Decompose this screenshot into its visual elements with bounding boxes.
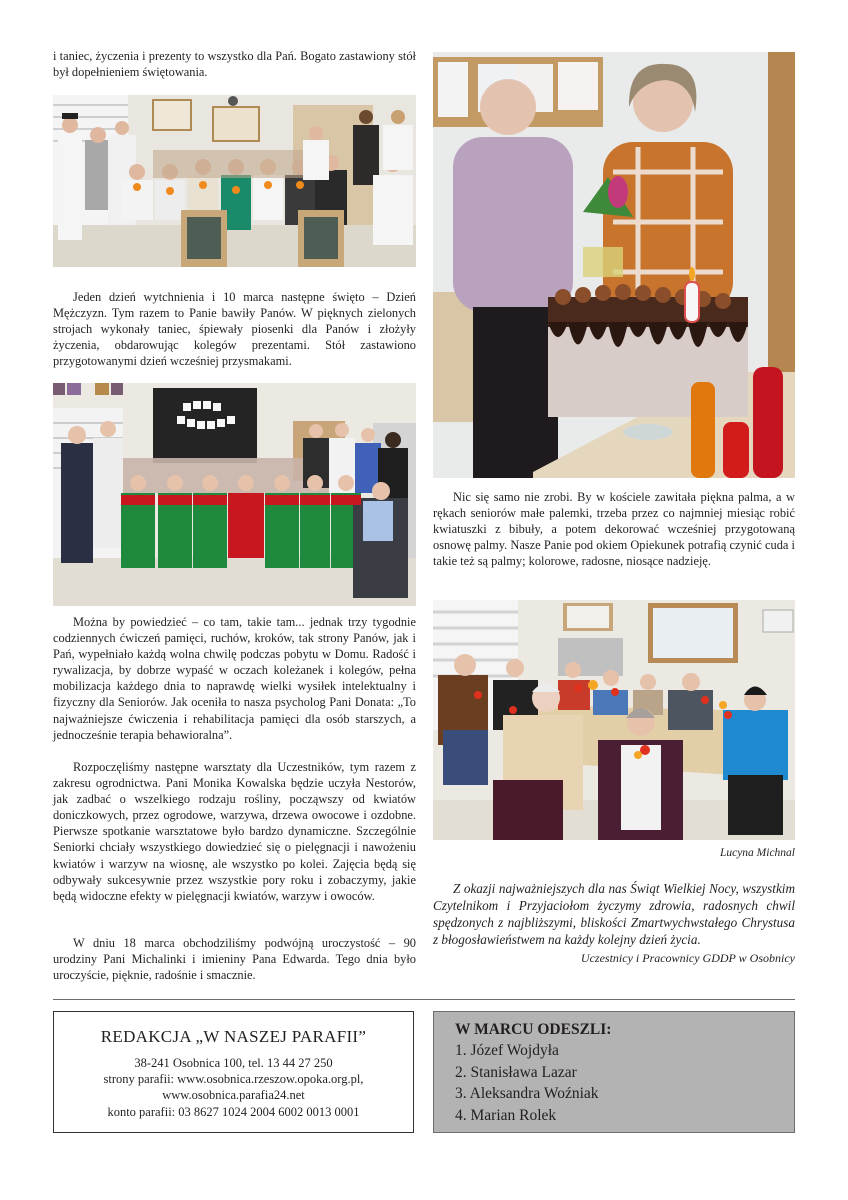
intro-paragraph: i taniec, życzenia i prezenty to wszystko dla Pań. Bogato zastawiony stół był dopełnieniem świętowania. <box>53 49 416 80</box>
palm-making-paragraph: Nic się samo nie zrobi. By w kościele zawitała piękna palma, a w rękach seniorów małe palemki, trzeba przez co najmniej miesiąc robić kwiatuszki z bibuły, a potem dekorować wcześniej przygotowaną osnowę palmy. Nasze Panie pod okiem Opiekunek potrafią czynić cuda i takie też są palmy; kolorowe, radosne, niosące nadzieję. <box>433 490 795 569</box>
obituary-item: 4. Marian Rolek <box>455 1106 557 1124</box>
editorial-websites: strony parafii: www.osobnica.rzeszow.opoka.org.pl, <box>103 1072 364 1087</box>
editorial-address: 38-241 Osobnica 100, tel. 13 44 27 250 <box>134 1056 333 1070</box>
birthday-paragraph: W dniu 18 marca obchodziliśmy podwójną uroczystość – 90 urodziny Pani Michalinki i imieniny Pana Edwarda. Tego dnia było uroczyście, pięknie, radośnie i smacznie. <box>53 936 416 983</box>
article-author: Lucyna Michnal <box>719 847 795 859</box>
obituary-box <box>433 1011 795 1133</box>
photo-womens-day-group <box>53 95 416 267</box>
memory-exercises-paragraph: Można by powiedzieć – co tam, takie tam... jednak trzy tygodnie codziennych ćwiczeń pamięci, ruchów, kroków, tak strony Panów, jak i Pań, wypełniało każdą wolna chwilę podczas pobytu w Domu. Radość i rywalizacja, by dobrze wypaść w oczach koleżanek i kolegów, pełna mobilizacja każdego dnia to naprawdę wielki wysiłek intelektualny i fizyczny dla Seniorów. Jak oceniła to nasza psycholog Pani Donata: „To najważniejsze ćwiczenia i rehabilitacja pamięci dla osób starszych, a jednocześnie terapia behawioralna”. <box>53 615 416 742</box>
editorial-website-2: www.osobnica.parafia24.net <box>162 1088 305 1103</box>
gardening-workshop-paragraph: Rozpoczęliśmy następne warsztaty dla Uczestników, tym razem z zakresu ogrodnictwa. Pani Monika Kowalska będzie uczyła Nestorów, jak zadbać o wszelkiego rodzaju rośliny, począwszy od kwiatów doniczkowych, przez ogrodowe, warzywa, drzewa owocowe i ozdobne. Pierwsze spotkanie warsztatowe było bardzo dynamiczne. Szczególnie Seniorki chciały wszystkiego dowiedzieć się o pielęgnacji i nawożeniu kwiatów i warzyw na wiosnę, ale wszystko po kolei. Zajęcia będą się odbywały sukcesywnie przez wszystkie pory roku i zobaczymy, jakie będą widoczne efekty w pielęgnacji kwiatów, warzyw i owoców. <box>53 760 416 903</box>
photo-mens-day-group <box>53 383 416 606</box>
photo-birthday-cake <box>433 52 795 478</box>
editorial-bank-account: konto parafii: 03 8627 1024 2004 6002 0013 0001 <box>107 1104 360 1119</box>
editorial-title: REDAKCJA „W NASZEJ PARAFII” <box>100 1027 367 1046</box>
obituary-title: W MARCU ODESZLI: <box>455 1021 612 1038</box>
wishes-signature: Uczestnicy i Pracownicy GDDP w Osobnicy <box>580 951 795 965</box>
photo-easter-palms <box>433 600 795 840</box>
mens-day-paragraph: Jeden dzień wytchnienia i 10 marca następne święto – Dzień Mężczyzn. Tym razem to Panie bawiły Panów. W pięknych zielonych strojach wykonały taniec, śpiewały piosenki dla Panów i złożyły życzenia, obdarowując kolegów prezentami. Stół zastawiono przygotowanymi dzień wcześniej przysmakami. <box>53 290 416 369</box>
editorial-info-box <box>53 1011 414 1133</box>
obituary-item: 3. Aleksandra Woźniak <box>455 1085 599 1102</box>
obituary-item: 2. Stanisława Lazar <box>455 1063 577 1081</box>
easter-wishes: Z okazji najważniejszych dla nas Świąt Wielkiej Nocy, wszystkim Czytelnikom i Przyjaciołom życzymy zdrowia, radosnych chwil spędzonych z najbliższymi, bliskości Zmartwychwstałego Chrystusa z błogosławieństwem na każdy kolejny dzień życia. <box>433 881 795 948</box>
footer-separator <box>53 999 795 1000</box>
obituary-item: 1. Józef Wojdyła <box>455 1042 559 1059</box>
